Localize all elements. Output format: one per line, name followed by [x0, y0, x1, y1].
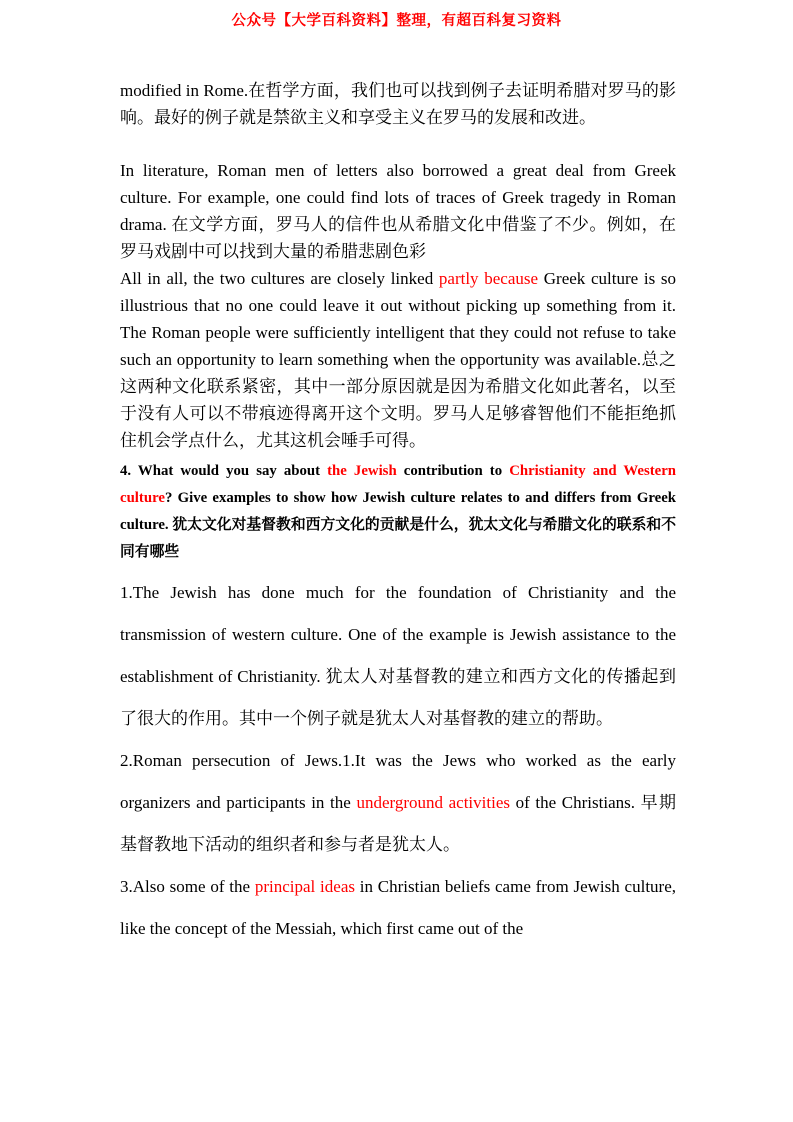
highlight-partly-because: partly because [438, 269, 539, 288]
page-header-watermark: 公众号【大学百科资料】整理，有超百科复习资料 [231, 13, 562, 29]
text-segment: All in all, the two cultures are closely linked [120, 269, 439, 288]
answer-3 [120, 866, 676, 950]
answer-2 [120, 740, 676, 866]
text-segment: contribution to [396, 463, 510, 479]
paragraph-literature: In literature, Roman men of letters also borrowed a great deal from Greek culture. For example, one could find lots of traces of Greek tragedy in Roman drama. 在文学方面，罗马人的信件也从希腊文化中借鉴了不少。例如，在罗马戏剧中可以找到大量的希腊悲剧色彩 [120, 161, 676, 261]
text-segment: 3.Also some of the [120, 877, 255, 896]
question-4 [120, 458, 676, 566]
paragraph-philosophy-continued: modified in Rome.在哲学方面，我们也可以找到例子去证明希腊对罗马的影响。最好的例子就是禁欲主义和享受主义在罗马的发展和改进。 [120, 81, 676, 127]
text-segment: 2.Roman persecution of Jews.1.It was the Jews who worked as the early organizers and participants in the [120, 751, 676, 812]
text-segment: 4. What would you say about [120, 463, 328, 479]
document-body [120, 77, 676, 950]
highlight-principal-ideas: principal ideas [254, 877, 355, 896]
highlight-christianity-western-culture: Christianity and Western culture [120, 463, 676, 506]
paragraph-all-in-all [120, 265, 676, 454]
text-segment: in Christian beliefs came from Jewish culture, like the concept of the Messiah, which first came out of the [120, 877, 676, 938]
answer-1: 1.The Jewish has done much for the foundation of Christianity and the transmission of western culture. One of the example is Jewish assistance to the establishment of Christianity. 犹太人对基督教的建立和西方文化的传播起到了很大的作用。其中一个例子就是犹太人对基督教的建立的帮助。 [120, 583, 676, 728]
highlight-underground-activities: underground activities [356, 793, 510, 812]
text-segment: Greek culture is so illustrious that no one could leave it out without picking up something from it. The Roman people were sufficiently intelligent that they could not refuse to take such an opportunity to learn something when the opportunity was available.总之这两种文化联系紧密，其中一部分原因就是因为希腊文化如此著名，以至于没有人可以不带痕迹得离开这个文明。罗马人足够睿智他们不能拒绝抓住机会学点什么，尤其这机会唾手可得。 [120, 269, 677, 450]
highlight-the-jewish: the Jewish [327, 463, 397, 479]
text-segment: of the Christians. 早期基督教地下活动的组织者和参与者是犹太人。 [120, 793, 676, 854]
text-segment: ? Give examples to show how Jewish culture relates to and differs from Greek culture. 犹太文化对基督教和西方文化的贡献是什么，犹太文化与希腊文化的联系和不同有哪些 [120, 490, 676, 560]
